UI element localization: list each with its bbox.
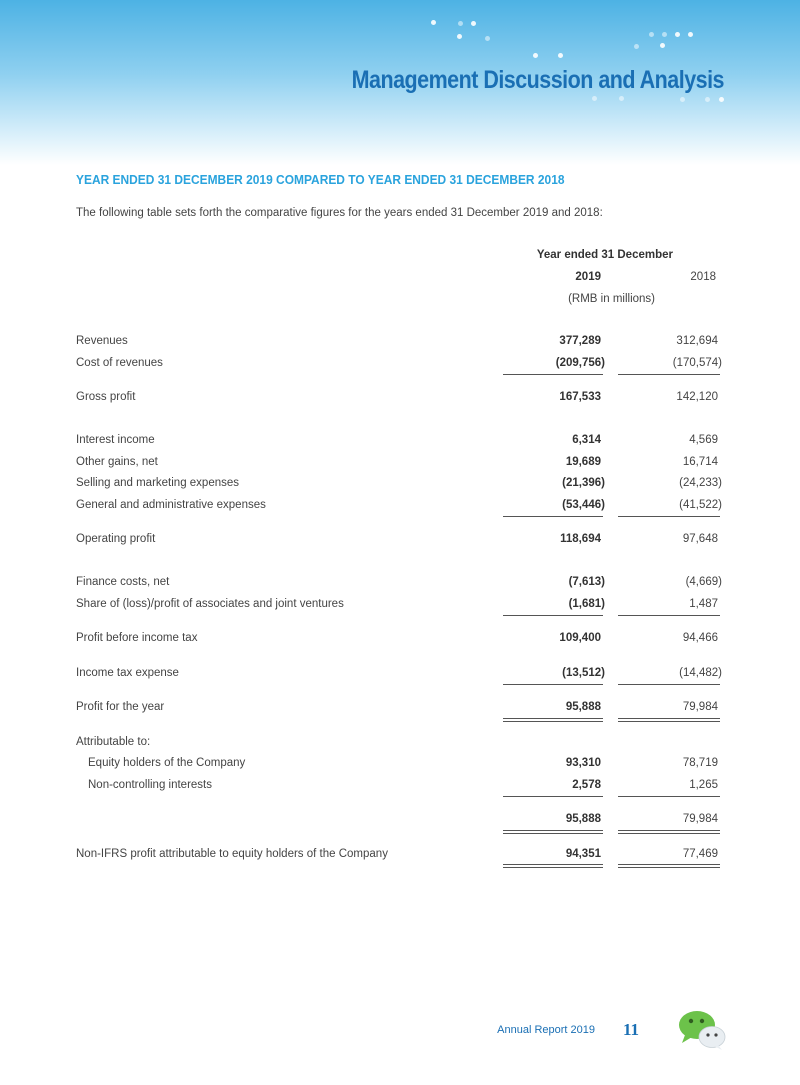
unit-label: (RMB in millions) (568, 293, 655, 305)
value-2018: 1,487 (689, 598, 718, 610)
table-row (0, 456, 800, 472)
value-2018: 77,469 (682, 848, 718, 860)
value-2018: 1,265 (689, 779, 718, 791)
value-2019: 6,314 (572, 434, 601, 446)
subtotal-rule (503, 615, 603, 616)
value-2018: (24,233) (679, 477, 722, 489)
total-double-rule (503, 721, 603, 722)
table-row (0, 391, 800, 407)
value-2018: 79,984 (682, 813, 718, 825)
page-number: 11 (623, 1020, 640, 1039)
row-label: Revenues (76, 335, 128, 347)
table-row (0, 434, 800, 450)
intro-paragraph: The following table sets forth the comparative figures for the years ended 31 December 2019 and 2018: (76, 207, 603, 219)
total-double-rule (503, 864, 603, 865)
row-label: Cost of revenues (76, 357, 163, 369)
table-row (0, 499, 800, 515)
value-2019: (13,512) (562, 667, 605, 679)
subtotal-rule (618, 684, 720, 685)
value-2018: 94,466 (682, 632, 718, 644)
value-2018: (41,522) (679, 499, 722, 511)
value-2018: 97,648 (682, 533, 718, 545)
total-double-rule (503, 718, 603, 719)
table-row (0, 598, 800, 614)
value-2018: 16,714 (682, 456, 718, 468)
row-label: Non-IFRS profit attributable to equity holders of the Company (76, 848, 388, 860)
value-2019: 2,578 (572, 779, 601, 791)
table-row (0, 848, 800, 864)
column-header-2018: 2018 (690, 271, 716, 283)
total-double-rule (503, 830, 603, 831)
value-2019: 377,289 (559, 335, 601, 347)
total-double-rule (618, 833, 720, 834)
value-2019: 118,694 (560, 533, 601, 545)
table-row (0, 667, 800, 683)
value-2019: (209,756) (555, 357, 605, 369)
value-2019: 167,533 (559, 391, 601, 403)
table-row (0, 736, 800, 752)
row-label: Selling and marketing expenses (76, 477, 240, 489)
row-label: Gross profit (76, 391, 136, 403)
row-label: General and administrative expenses (76, 499, 266, 511)
row-label: Finance costs, net (76, 576, 170, 588)
value-2018: 312,694 (676, 335, 718, 347)
table-row (0, 779, 800, 795)
total-double-rule (618, 830, 720, 831)
subtotal-rule (503, 684, 603, 685)
value-2019: 95,888 (565, 701, 601, 713)
value-2018: 78,719 (682, 757, 718, 769)
value-2018: 79,984 (682, 701, 718, 713)
table-row (0, 813, 800, 829)
table-row (0, 701, 800, 717)
subtotal-rule (618, 516, 720, 517)
row-label: Profit before income tax (76, 632, 198, 644)
total-double-rule (618, 864, 720, 865)
value-2018: 142,120 (676, 391, 718, 403)
row-label: Non-controlling interests (88, 779, 213, 791)
table-row (0, 632, 800, 648)
row-label: Income tax expense (76, 667, 179, 679)
value-2019: (21,396) (562, 477, 605, 489)
total-double-rule (618, 718, 720, 719)
row-label: Profit for the year (76, 701, 165, 713)
value-2019: (1,681) (568, 598, 605, 610)
table-row (0, 757, 800, 773)
value-2019: 19,689 (565, 456, 601, 468)
value-2019: (53,446) (562, 499, 605, 511)
value-2019: 95,888 (565, 813, 601, 825)
row-label: Other gains, net (76, 456, 158, 468)
subtotal-rule (618, 615, 720, 616)
total-double-rule (618, 721, 720, 722)
subtotal-rule (618, 374, 720, 375)
value-2018: (4,669) (685, 576, 722, 588)
value-2019: 109,400 (559, 632, 601, 644)
table-row (0, 477, 800, 493)
value-2019: (7,613) (568, 576, 605, 588)
row-label: Operating profit (76, 533, 156, 545)
row-label: Share of (loss)/profit of associates and joint ventures (76, 598, 344, 610)
footer-report-label: Annual Report 2019 (497, 1024, 595, 1036)
value-2018: 4,569 (689, 434, 718, 446)
value-2019: 93,310 (565, 757, 601, 769)
row-label: Attributable to: (76, 736, 151, 748)
column-header-2019: 2019 (575, 271, 601, 283)
value-2018: (14,482) (679, 667, 722, 679)
value-2019: 94,351 (565, 848, 601, 860)
table-row (0, 357, 800, 373)
total-double-rule (618, 867, 720, 868)
total-double-rule (503, 833, 603, 834)
subtotal-rule (503, 374, 603, 375)
section-heading: YEAR ENDED 31 DECEMBER 2019 COMPARED TO YEAR ENDED 31 DECEMBER 2018 (76, 172, 565, 187)
period-header: Year ended 31 December (536, 249, 673, 261)
subtotal-rule (503, 796, 603, 797)
value-2018: (170,574) (672, 357, 722, 369)
table-row (0, 576, 800, 592)
table-row (0, 335, 800, 351)
total-double-rule (503, 867, 603, 868)
page-title: Management Discussion and Analysis (351, 66, 724, 94)
table-row (0, 533, 800, 549)
subtotal-rule (618, 796, 720, 797)
chat-bubbles-logo-icon (676, 1008, 728, 1050)
row-label: Interest income (76, 434, 155, 446)
subtotal-rule (503, 516, 603, 517)
row-label: Equity holders of the Company (88, 757, 246, 769)
